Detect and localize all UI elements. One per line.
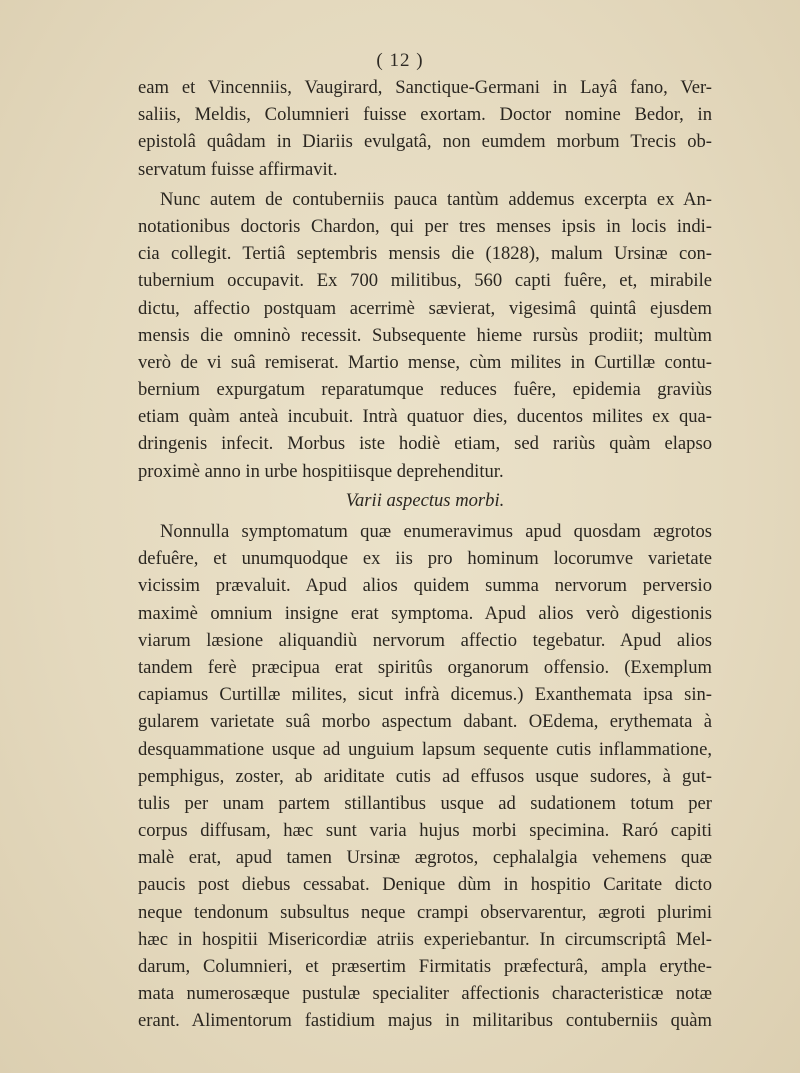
text-line: defuêre, et unumquodque ex iis pro hominum locorumve varietate	[138, 548, 712, 570]
text-line: pemphigus, zoster, ab ariditate cutis ad effusos usque sudores, à gut-	[138, 765, 712, 787]
page-number: ( 12 )	[376, 50, 424, 71]
text-line: servatum fuisse affirmavit.	[138, 158, 338, 180]
section-heading: Varii aspectus morbi.	[345, 489, 505, 511]
text-line: capiamus Curtillæ milites, sicut infrà dicemus.) Exanthemata ipsa sin-	[138, 684, 712, 706]
text-line: dictu, affectio postquam acerrimè sævierat, vigesimâ quintâ ejusdem	[138, 297, 712, 319]
text-line: epistolâ quâdam in Diariis evulgatâ, non eumdem morbum Trecis ob-	[138, 131, 712, 153]
text-line: mata numerosæque pustulæ specialiter affectionis characteristicæ notæ	[138, 983, 712, 1005]
text-line: verò de vi suâ remiserat. Martio mense, cùm milites in Curtillæ contu-	[138, 351, 712, 373]
paragraph-1	[138, 74, 712, 183]
body-text	[138, 74, 712, 1035]
text-line: desquammatione usque ad unguium lapsum sequente cutis inflammatione,	[138, 738, 712, 760]
text-line: eam et Vincenniis, Vaugirard, Sanctique-Germani in Layâ fano, Ver-	[138, 77, 712, 98]
text-line: maximè omnium insigne erat symptoma. Apud alios verò digestionis	[138, 602, 712, 624]
text-line: etiam quàm anteà incubuit. Intrà quatuor dies, ducentos milites ex qua-	[138, 406, 712, 428]
text-line: neque tendonum subsultus neque crampi observarentur, ægroti plurimi	[138, 901, 712, 923]
text-line: tubernium occupavit. Ex 700 militibus, 560 capti fuêre, et, mirabile	[138, 270, 712, 292]
text-line: notationibus doctoris Chardon, qui per tres menses ipsis in locis indi-	[138, 215, 712, 237]
text-line: Nonnulla symptomatum quæ enumeravimus apud quosdam ægrotos	[160, 521, 712, 542]
text-line: vicissim prævaluit. Apud alios quidem summa nervorum perversio	[138, 575, 712, 597]
text-line: corpus diffusam, hæc sunt varia hujus morbi specimina. Raró capiti	[138, 820, 712, 842]
text-line: Nunc autem de contuberniis pauca tantùm addemus excerpta ex An-	[160, 188, 712, 210]
text-line: hæc in hospitii Misericordiæ atriis experiebantur. In circumscriptâ Mel-	[138, 928, 712, 950]
text-line: paucis post diebus cessabat. Denique dùm in hospitio Caritate dicto	[138, 874, 712, 896]
text-line: viarum læsione aliquandiù nervorum affectio tegebatur. Apud alios	[138, 629, 712, 651]
text-line: malè erat, apud tamen Ursinæ ægrotos, cephalalgia vehemens quæ	[138, 847, 712, 869]
text-line: proximè anno in urbe hospitiisque deprehenditur.	[138, 460, 504, 482]
text-line: cia collegit. Tertiâ septembris mensis die (1828), malum Ursinæ con-	[138, 243, 712, 265]
text-line: darum, Columnieri, et præsertim Firmitatis præfecturâ, ampla erythe-	[138, 956, 712, 977]
text-line: erant. Alimentorum fastidium majus in militaribus contuberniis quàm	[138, 1010, 712, 1032]
text-line: saliis, Meldis, Columnieri fuisse exortam. Doctor nomine Bedor, in	[138, 104, 712, 126]
text-line: tandem ferè præcipua erat spiritûs organorum offensio. (Exemplum	[138, 656, 712, 678]
text-line: tulis per unam partem stillantibus usque ad sudationem totum per	[138, 792, 712, 814]
text-line: gularem varietate suâ morbo aspectum dabant. OEdema, erythemata à	[138, 711, 712, 733]
text-line: mensis die omninò recessit. Subsequente hieme rursùs prodiit; multùm	[138, 324, 712, 346]
paragraph-2	[138, 186, 712, 485]
text-line: dringenis infecit. Morbus iste hodiè etiam, sed rariùs quàm elapso	[138, 433, 712, 455]
paragraph-3	[138, 518, 712, 1035]
text-line: bernium expurgatum reparatumque reduces fuêre, epidemia graviùs	[138, 379, 712, 401]
